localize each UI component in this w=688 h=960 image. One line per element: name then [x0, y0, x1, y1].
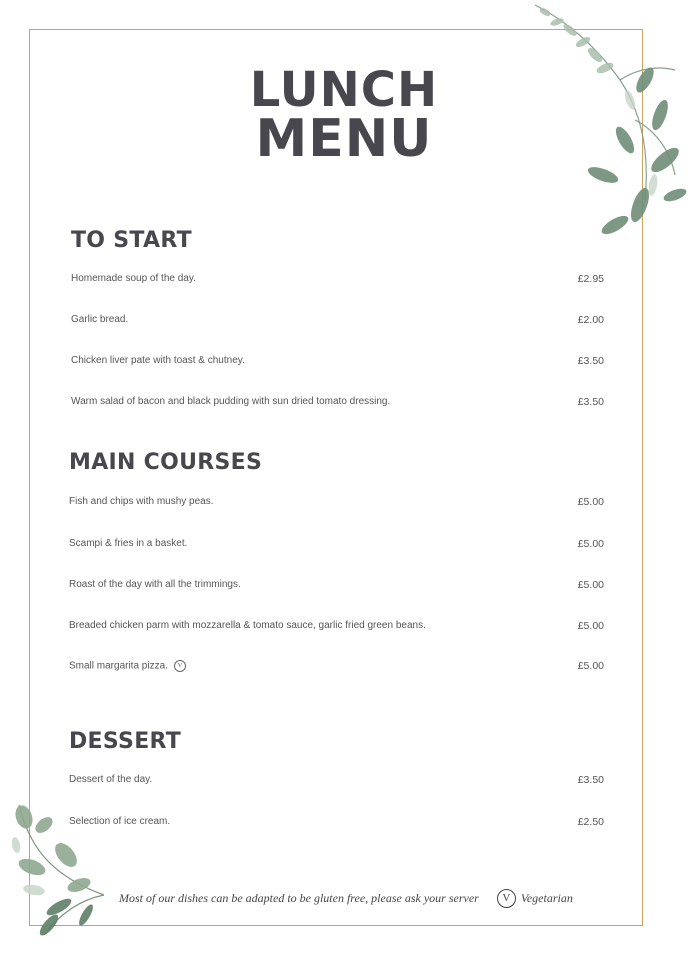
menu-item-name: Homemade soup of the day. — [71, 273, 196, 284]
section-heading-dessert: DESSERT — [69, 729, 182, 754]
menu-item-name: Warm salad of bacon and black pudding with sun dried tomato dressing. — [71, 396, 391, 407]
gluten-free-note: Most of our dishes can be adapted to be gluten free, please ask your server — [119, 891, 479, 905]
vegetarian-symbol-icon: V — [497, 889, 516, 908]
menu-item-price: £3.50 — [577, 355, 604, 367]
menu-item-row — [69, 660, 186, 672]
section-heading-to-start: TO START — [71, 228, 192, 253]
menu-item-price: £5.00 — [577, 660, 604, 672]
menu-item-price: £5.00 — [577, 579, 604, 591]
menu-item-name: Chicken liver pate with toast & chutney. — [71, 355, 245, 366]
menu-item-name: Dessert of the day. — [69, 774, 153, 785]
menu-item-price: £3.50 — [577, 774, 604, 786]
menu-item-name: Fish and chips with mushy peas. — [69, 496, 214, 507]
menu-footer — [119, 889, 573, 908]
menu-item-name: Selection of ice cream. — [69, 816, 171, 827]
menu-item-name: Roast of the day with all the trimmings. — [69, 579, 241, 590]
menu-item-name: Scampi & fries in a basket. — [69, 538, 188, 549]
menu-item-price: £5.00 — [577, 496, 604, 508]
vegetarian-badge-icon: V — [174, 660, 186, 672]
vegetarian-label: Vegetarian — [520, 891, 573, 905]
menu-item-price: £5.00 — [577, 538, 604, 550]
menu-item-price: £2.00 — [577, 314, 604, 326]
menu-title-line-1: LUNCH — [249, 62, 439, 118]
menu-item-price: £2.95 — [577, 273, 604, 285]
menu-item-name: Garlic bread. — [71, 314, 129, 325]
menu-title-line-2: MENU — [255, 109, 433, 169]
menu-item-price: £2.50 — [577, 816, 604, 828]
menu-item-price: £5.00 — [577, 620, 604, 632]
menu-item-price: £3.50 — [577, 396, 604, 408]
section-heading-main-courses: MAIN COURSES — [69, 450, 263, 475]
menu-item-name: Small margarita pizza. — [69, 660, 168, 672]
menu-item-name: Breaded chicken parm with mozzarella & tomato sauce, garlic fried green beans. — [69, 620, 426, 631]
